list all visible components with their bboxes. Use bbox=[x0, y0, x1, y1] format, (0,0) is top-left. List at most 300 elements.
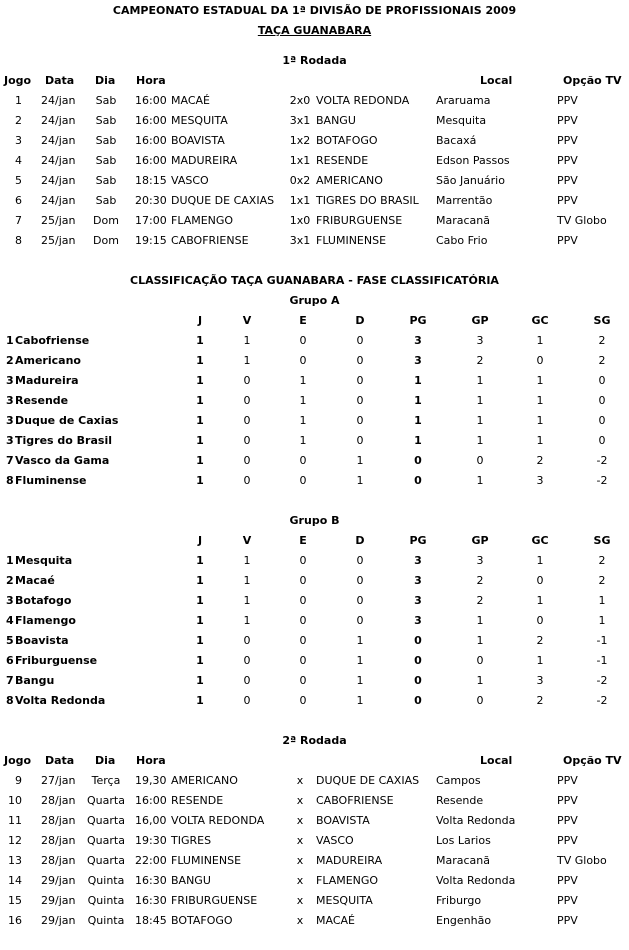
match-date: 28/jan bbox=[41, 834, 76, 847]
match-score: x bbox=[296, 914, 304, 927]
match-score: 1x1 bbox=[289, 154, 311, 167]
standings-row bbox=[0, 471, 629, 491]
match-time: 18:45 bbox=[135, 914, 167, 927]
match-time: 17:00 bbox=[135, 214, 167, 227]
standings-row bbox=[0, 371, 629, 391]
stat-pg: 0 bbox=[414, 694, 422, 707]
match-tv: PPV bbox=[557, 154, 578, 167]
match-time: 16:00 bbox=[135, 134, 167, 147]
standings-row bbox=[0, 691, 629, 711]
match-date: 25/jan bbox=[41, 234, 76, 247]
team-name: Flamengo bbox=[15, 614, 76, 627]
match-day: Sab bbox=[95, 194, 117, 207]
match-day: Quinta bbox=[87, 894, 125, 907]
standings-row bbox=[0, 451, 629, 471]
col-d: D bbox=[355, 314, 365, 327]
match-day: Quarta bbox=[87, 854, 125, 867]
stat-v: 1 bbox=[243, 354, 251, 367]
col-local: Local bbox=[480, 74, 513, 87]
match-number: 15 bbox=[8, 894, 22, 907]
team-position: 8 bbox=[6, 694, 14, 707]
stat-gc: 0 bbox=[536, 354, 544, 367]
match-venue: Friburgo bbox=[436, 894, 482, 907]
match-number: 2 bbox=[15, 114, 22, 127]
stat-sg: 2 bbox=[598, 354, 606, 367]
match-number: 12 bbox=[8, 834, 22, 847]
col-hora: Hora bbox=[136, 74, 166, 87]
stat-j: 1 bbox=[196, 454, 204, 467]
stat-gp: 1 bbox=[476, 394, 484, 407]
stat-e: 0 bbox=[299, 694, 307, 707]
match-tv: PPV bbox=[557, 174, 578, 187]
col-j: J bbox=[197, 534, 203, 547]
team-position: 3 bbox=[6, 594, 14, 607]
stat-j: 1 bbox=[196, 614, 204, 627]
stat-sg: 1 bbox=[598, 614, 606, 627]
group-a-title: Grupo A bbox=[289, 294, 340, 307]
stat-d: 0 bbox=[356, 574, 364, 587]
match-day: Quarta bbox=[87, 794, 125, 807]
col-dia: Dia bbox=[95, 754, 116, 767]
team-position: 3 bbox=[6, 374, 14, 387]
stat-pg: 1 bbox=[414, 394, 422, 407]
round1-heading: 1ª Rodada bbox=[282, 54, 347, 67]
stat-gc: 3 bbox=[536, 674, 544, 687]
stat-e: 0 bbox=[299, 614, 307, 627]
stat-e: 0 bbox=[299, 474, 307, 487]
stat-v: 1 bbox=[243, 574, 251, 587]
stat-v: 0 bbox=[243, 654, 251, 667]
col-dia: Dia bbox=[95, 74, 116, 87]
team-name: Botafogo bbox=[15, 594, 72, 607]
stat-v: 1 bbox=[243, 334, 251, 347]
team-position: 7 bbox=[6, 454, 14, 467]
match-venue: São Januário bbox=[436, 174, 505, 187]
stat-j: 1 bbox=[196, 374, 204, 387]
stat-gc: 0 bbox=[536, 574, 544, 587]
home-team: MACAÉ bbox=[171, 94, 210, 107]
match-tv: PPV bbox=[557, 94, 578, 107]
stat-gc: 1 bbox=[536, 654, 544, 667]
match-row bbox=[0, 851, 629, 871]
standings-row bbox=[0, 671, 629, 691]
away-team: MACAÉ bbox=[316, 914, 355, 927]
stat-j: 1 bbox=[196, 694, 204, 707]
away-team: RESENDE bbox=[316, 154, 369, 167]
match-venue: Maracanã bbox=[436, 854, 490, 867]
stat-e: 1 bbox=[299, 434, 307, 447]
match-date: 24/jan bbox=[41, 194, 76, 207]
team-position: 2 bbox=[6, 574, 14, 587]
match-number: 4 bbox=[15, 154, 22, 167]
home-team: AMERICANO bbox=[171, 774, 238, 787]
stat-d: 1 bbox=[356, 454, 364, 467]
match-time: 16:30 bbox=[135, 894, 167, 907]
col-e: E bbox=[299, 534, 307, 547]
standings-row bbox=[0, 411, 629, 431]
stat-j: 1 bbox=[196, 554, 204, 567]
match-day: Quarta bbox=[87, 814, 125, 827]
standings-row bbox=[0, 571, 629, 591]
stat-gc: 2 bbox=[536, 694, 544, 707]
stat-sg: 0 bbox=[598, 374, 606, 387]
match-row bbox=[0, 131, 629, 151]
home-team: TIGRES bbox=[171, 834, 212, 847]
stat-e: 0 bbox=[299, 454, 307, 467]
match-tv: PPV bbox=[557, 134, 578, 147]
team-name: Boavista bbox=[15, 634, 69, 647]
away-team: BANGU bbox=[316, 114, 356, 127]
stat-pg: 0 bbox=[414, 634, 422, 647]
match-number: 1 bbox=[15, 94, 22, 107]
team-position: 1 bbox=[6, 554, 14, 567]
stat-pg: 0 bbox=[414, 454, 422, 467]
col-data: Data bbox=[45, 754, 75, 767]
stat-gp: 2 bbox=[476, 354, 484, 367]
standings-row bbox=[0, 431, 629, 451]
col-gp: GP bbox=[471, 314, 489, 327]
match-row bbox=[0, 191, 629, 211]
stat-d: 1 bbox=[356, 634, 364, 647]
match-date: 25/jan bbox=[41, 214, 76, 227]
stat-e: 0 bbox=[299, 354, 307, 367]
team-name: Cabofriense bbox=[15, 334, 90, 347]
match-tv: PPV bbox=[557, 814, 578, 827]
classification-heading: CLASSIFICAÇÃO TAÇA GUANABARA - FASE CLASSIFICATÓRIA bbox=[130, 274, 499, 287]
stat-d: 1 bbox=[356, 674, 364, 687]
stat-pg: 3 bbox=[414, 574, 422, 587]
match-day: Quinta bbox=[87, 914, 125, 927]
home-team: VOLTA REDONDA bbox=[171, 814, 265, 827]
team-name: Fluminense bbox=[15, 474, 87, 487]
team-position: 5 bbox=[6, 634, 14, 647]
stat-d: 0 bbox=[356, 414, 364, 427]
match-venue: Volta Redonda bbox=[436, 814, 516, 827]
stat-v: 0 bbox=[243, 674, 251, 687]
away-team: FLUMINENSE bbox=[316, 234, 387, 247]
match-score: x bbox=[296, 894, 304, 907]
stat-e: 0 bbox=[299, 334, 307, 347]
stat-gp: 1 bbox=[476, 374, 484, 387]
away-team: VASCO bbox=[316, 834, 354, 847]
match-row bbox=[0, 791, 629, 811]
home-team: FRIBURGUENSE bbox=[171, 894, 258, 907]
match-number: 14 bbox=[8, 874, 22, 887]
match-score: 2x0 bbox=[289, 94, 311, 107]
match-day: Quinta bbox=[87, 874, 125, 887]
match-time: 16:00 bbox=[135, 154, 167, 167]
stat-v: 1 bbox=[243, 554, 251, 567]
match-number: 6 bbox=[15, 194, 22, 207]
match-score: 1x2 bbox=[289, 134, 311, 147]
match-date: 29/jan bbox=[41, 894, 76, 907]
match-score: 1x0 bbox=[289, 214, 311, 227]
stat-gc: 1 bbox=[536, 414, 544, 427]
away-team: MADUREIRA bbox=[316, 854, 383, 867]
round2-heading: 2ª Rodada bbox=[282, 734, 347, 747]
stat-e: 0 bbox=[299, 674, 307, 687]
match-day: Sab bbox=[95, 154, 117, 167]
stat-sg: -2 bbox=[596, 674, 608, 687]
match-number: 16 bbox=[8, 914, 22, 927]
group-b-header-row bbox=[0, 531, 629, 551]
match-date: 28/jan bbox=[41, 854, 76, 867]
stat-d: 0 bbox=[356, 614, 364, 627]
match-tv: TV Globo bbox=[557, 854, 607, 867]
stat-pg: 1 bbox=[414, 434, 422, 447]
match-row bbox=[0, 891, 629, 911]
match-score: 0x2 bbox=[289, 174, 311, 187]
match-time: 18:15 bbox=[135, 174, 167, 187]
match-row bbox=[0, 771, 629, 791]
col-gc: GC bbox=[531, 534, 549, 547]
match-number: 13 bbox=[8, 854, 22, 867]
stat-sg: 2 bbox=[598, 574, 606, 587]
match-row bbox=[0, 911, 629, 931]
match-day: Terça bbox=[91, 774, 121, 787]
match-score: x bbox=[296, 834, 304, 847]
match-venue: Bacaxá bbox=[436, 134, 477, 147]
match-day: Sab bbox=[95, 134, 117, 147]
match-venue: Maracanã bbox=[436, 214, 490, 227]
match-venue: Campos bbox=[436, 774, 481, 787]
stat-pg: 0 bbox=[414, 654, 422, 667]
page-subtitle: TAÇA GUANABARA bbox=[257, 24, 372, 37]
stat-sg: 2 bbox=[598, 554, 606, 567]
stat-v: 1 bbox=[243, 614, 251, 627]
team-position: 3 bbox=[6, 414, 14, 427]
match-row bbox=[0, 151, 629, 171]
team-position: 4 bbox=[6, 614, 14, 627]
match-date: 24/jan bbox=[41, 134, 76, 147]
home-team: VASCO bbox=[171, 174, 209, 187]
match-number: 5 bbox=[15, 174, 22, 187]
match-date: 28/jan bbox=[41, 814, 76, 827]
stat-e: 1 bbox=[299, 374, 307, 387]
home-team: FLUMINENSE bbox=[171, 854, 242, 867]
stat-j: 1 bbox=[196, 654, 204, 667]
home-team: DUQUE DE CAXIAS bbox=[171, 194, 275, 207]
match-date: 29/jan bbox=[41, 874, 76, 887]
stat-sg: -2 bbox=[596, 474, 608, 487]
stat-sg: -2 bbox=[596, 454, 608, 467]
page-title: CAMPEONATO ESTADUAL DA 1ª DIVISÃO DE PROFISSIONAIS 2009 bbox=[112, 4, 517, 17]
stat-pg: 3 bbox=[414, 554, 422, 567]
match-row bbox=[0, 871, 629, 891]
stat-v: 0 bbox=[243, 374, 251, 387]
match-time: 19:15 bbox=[135, 234, 167, 247]
col-data: Data bbox=[45, 74, 75, 87]
stat-j: 1 bbox=[196, 334, 204, 347]
match-tv: TV Globo bbox=[557, 214, 607, 227]
stat-e: 0 bbox=[299, 574, 307, 587]
stat-sg: 0 bbox=[598, 414, 606, 427]
col-tv: Opção TV bbox=[563, 74, 622, 87]
team-position: 1 bbox=[6, 334, 14, 347]
stat-gp: 2 bbox=[476, 574, 484, 587]
stat-j: 1 bbox=[196, 634, 204, 647]
stat-sg: 2 bbox=[598, 334, 606, 347]
match-tv: PPV bbox=[557, 194, 578, 207]
match-score: 1x1 bbox=[289, 194, 311, 207]
stat-d: 0 bbox=[356, 394, 364, 407]
standings-row bbox=[0, 351, 629, 371]
stat-e: 1 bbox=[299, 394, 307, 407]
stat-e: 0 bbox=[299, 654, 307, 667]
stat-pg: 0 bbox=[414, 674, 422, 687]
stat-gp: 1 bbox=[476, 474, 484, 487]
match-date: 24/jan bbox=[41, 94, 76, 107]
standings-row bbox=[0, 631, 629, 651]
stat-d: 0 bbox=[356, 374, 364, 387]
home-team: BOAVISTA bbox=[171, 134, 225, 147]
match-venue: Araruama bbox=[436, 94, 491, 107]
match-date: 28/jan bbox=[41, 794, 76, 807]
stat-sg: -2 bbox=[596, 694, 608, 707]
stat-gp: 0 bbox=[476, 654, 484, 667]
match-number: 7 bbox=[15, 214, 22, 227]
stat-d: 0 bbox=[356, 334, 364, 347]
stat-d: 1 bbox=[356, 474, 364, 487]
stat-sg: 0 bbox=[598, 434, 606, 447]
team-name: Duque de Caxias bbox=[15, 414, 119, 427]
team-name: Friburguense bbox=[15, 654, 98, 667]
match-time: 20:30 bbox=[135, 194, 167, 207]
stat-gp: 1 bbox=[476, 434, 484, 447]
team-position: 8 bbox=[6, 474, 14, 487]
stat-sg: 1 bbox=[598, 594, 606, 607]
stat-d: 0 bbox=[356, 554, 364, 567]
home-team: FLAMENGO bbox=[171, 214, 234, 227]
home-team: BOTAFOGO bbox=[171, 914, 233, 927]
match-number: 3 bbox=[15, 134, 22, 147]
stat-pg: 3 bbox=[414, 334, 422, 347]
stat-j: 1 bbox=[196, 434, 204, 447]
match-score: x bbox=[296, 854, 304, 867]
col-tv: Opção TV bbox=[563, 754, 622, 767]
match-score: 3x1 bbox=[289, 234, 311, 247]
match-tv: PPV bbox=[557, 234, 578, 247]
match-row bbox=[0, 211, 629, 231]
match-tv: PPV bbox=[557, 834, 578, 847]
away-team: BOTAFOGO bbox=[316, 134, 378, 147]
stat-v: 0 bbox=[243, 694, 251, 707]
stat-v: 0 bbox=[243, 454, 251, 467]
match-number: 9 bbox=[15, 774, 22, 787]
match-date: 24/jan bbox=[41, 154, 76, 167]
stat-gc: 1 bbox=[536, 434, 544, 447]
col-v: V bbox=[242, 534, 252, 547]
stat-e: 0 bbox=[299, 554, 307, 567]
match-number: 8 bbox=[15, 234, 22, 247]
match-day: Quarta bbox=[87, 834, 125, 847]
match-tv: PPV bbox=[557, 794, 578, 807]
col-sg: SG bbox=[593, 534, 611, 547]
stat-gp: 1 bbox=[476, 674, 484, 687]
match-date: 24/jan bbox=[41, 114, 76, 127]
stat-gc: 1 bbox=[536, 594, 544, 607]
match-venue: Resende bbox=[436, 794, 484, 807]
away-team: CABOFRIENSE bbox=[316, 794, 394, 807]
match-tv: PPV bbox=[557, 114, 578, 127]
stat-sg: -1 bbox=[596, 634, 608, 647]
stat-gp: 3 bbox=[476, 334, 484, 347]
stat-pg: 1 bbox=[414, 374, 422, 387]
match-venue: Engenhão bbox=[436, 914, 492, 927]
team-name: Macaé bbox=[15, 574, 55, 587]
home-team: BANGU bbox=[171, 874, 211, 887]
col-local: Local bbox=[480, 754, 513, 767]
stat-gc: 1 bbox=[536, 374, 544, 387]
col-pg: PG bbox=[409, 534, 427, 547]
match-row bbox=[0, 811, 629, 831]
stat-gc: 1 bbox=[536, 334, 544, 347]
stat-gc: 2 bbox=[536, 454, 544, 467]
match-time: 19,30 bbox=[135, 774, 167, 787]
stat-pg: 3 bbox=[414, 594, 422, 607]
team-name: Bangu bbox=[15, 674, 55, 687]
col-v: V bbox=[242, 314, 252, 327]
home-team: MADUREIRA bbox=[171, 154, 238, 167]
match-time: 16:00 bbox=[135, 114, 167, 127]
stat-j: 1 bbox=[196, 474, 204, 487]
team-name: Tigres do Brasil bbox=[15, 434, 112, 447]
match-number: 11 bbox=[8, 814, 22, 827]
col-d: D bbox=[355, 534, 365, 547]
group-b-title: Grupo B bbox=[289, 514, 340, 527]
col-jogo: Jogo bbox=[4, 74, 32, 87]
stat-gp: 1 bbox=[476, 634, 484, 647]
match-venue: Volta Redonda bbox=[436, 874, 516, 887]
match-score: x bbox=[296, 774, 304, 787]
match-day: Dom bbox=[93, 234, 119, 247]
match-venue: Marrentão bbox=[436, 194, 493, 207]
stat-pg: 0 bbox=[414, 474, 422, 487]
col-gp: GP bbox=[471, 534, 489, 547]
stat-j: 1 bbox=[196, 674, 204, 687]
team-name: Volta Redonda bbox=[15, 694, 106, 707]
team-position: 6 bbox=[6, 654, 14, 667]
away-team: BOAVISTA bbox=[316, 814, 370, 827]
standings-row bbox=[0, 651, 629, 671]
match-date: 29/jan bbox=[41, 914, 76, 927]
stat-gp: 0 bbox=[476, 454, 484, 467]
stat-d: 0 bbox=[356, 594, 364, 607]
match-row bbox=[0, 231, 629, 251]
stat-v: 0 bbox=[243, 474, 251, 487]
stat-gc: 0 bbox=[536, 614, 544, 627]
stat-gc: 1 bbox=[536, 394, 544, 407]
match-number: 10 bbox=[8, 794, 22, 807]
stat-gc: 1 bbox=[536, 554, 544, 567]
col-jogo: Jogo bbox=[4, 754, 32, 767]
stat-v: 0 bbox=[243, 434, 251, 447]
stat-gp: 3 bbox=[476, 554, 484, 567]
match-day: Sab bbox=[95, 114, 117, 127]
col-hora: Hora bbox=[136, 754, 166, 767]
stat-gp: 1 bbox=[476, 414, 484, 427]
group-a-header-row bbox=[0, 311, 629, 331]
match-time: 19:30 bbox=[135, 834, 167, 847]
stat-gc: 2 bbox=[536, 634, 544, 647]
away-team: MESQUITA bbox=[316, 894, 373, 907]
stat-pg: 3 bbox=[414, 614, 422, 627]
home-team: MESQUITA bbox=[171, 114, 228, 127]
col-sg: SG bbox=[593, 314, 611, 327]
stat-j: 1 bbox=[196, 354, 204, 367]
match-row bbox=[0, 831, 629, 851]
stat-v: 1 bbox=[243, 594, 251, 607]
